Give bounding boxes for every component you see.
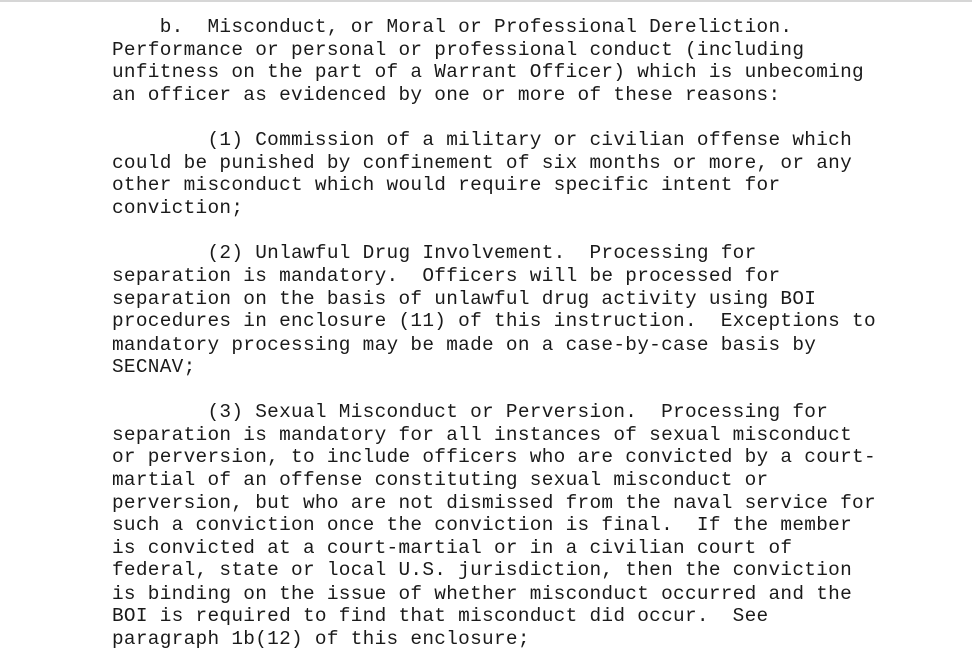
text-line: federal, state or local U.S. jurisdiction, then the conviction [112, 559, 853, 581]
text-line: procedures in enclosure (11) of this instruction. Exceptions to [112, 310, 876, 332]
text-line: or perversion, to include officers who are convicted by a court- [112, 446, 876, 468]
text-line: BOI is required to find that misconduct did occur. See [112, 605, 769, 627]
text-line: mandatory processing may be made on a case-by-case basis by [112, 334, 817, 356]
text-line: martial of an offense constituting sexual misconduct or [112, 469, 769, 491]
text-line: paragraph 1b(12) of this enclosure; [112, 628, 530, 650]
text-line: such a conviction once the conviction is final. If the member [112, 514, 853, 536]
text-line: Performance or personal or professional conduct (including [112, 39, 805, 61]
text-line: SECNAV; [112, 356, 196, 378]
text-line: separation on the basis of unlawful drug activity using BOI [112, 288, 817, 310]
text-line: perversion, but who are not dismissed from the naval service for [112, 492, 876, 514]
text-line: conviction; [112, 197, 244, 219]
text-line: is binding on the issue of whether misconduct occurred and the [112, 583, 853, 605]
text-line: separation is mandatory for all instances of sexual misconduct [112, 424, 853, 446]
text-line: (1) Commission of a military or civilian offense which [112, 129, 853, 151]
text-line: other misconduct which would require specific intent for [112, 174, 781, 196]
text-line: (3) Sexual Misconduct or Perversion. Processing for [112, 401, 829, 423]
text-line: unfitness on the part of a Warrant Officer) which is unbecoming [112, 61, 864, 83]
text-line: separation is mandatory. Officers will be processed for [112, 265, 781, 287]
text-line: is convicted at a court-martial or in a civilian court of [112, 537, 793, 559]
text-line: an officer as evidenced by one or more of these reasons: [112, 84, 781, 106]
text-line: b. Misconduct, or Moral or Professional Dereliction. [112, 16, 793, 38]
text-line: (2) Unlawful Drug Involvement. Processing for [112, 242, 757, 264]
text-line: could be punished by confinement of six months or more, or any [112, 152, 853, 174]
